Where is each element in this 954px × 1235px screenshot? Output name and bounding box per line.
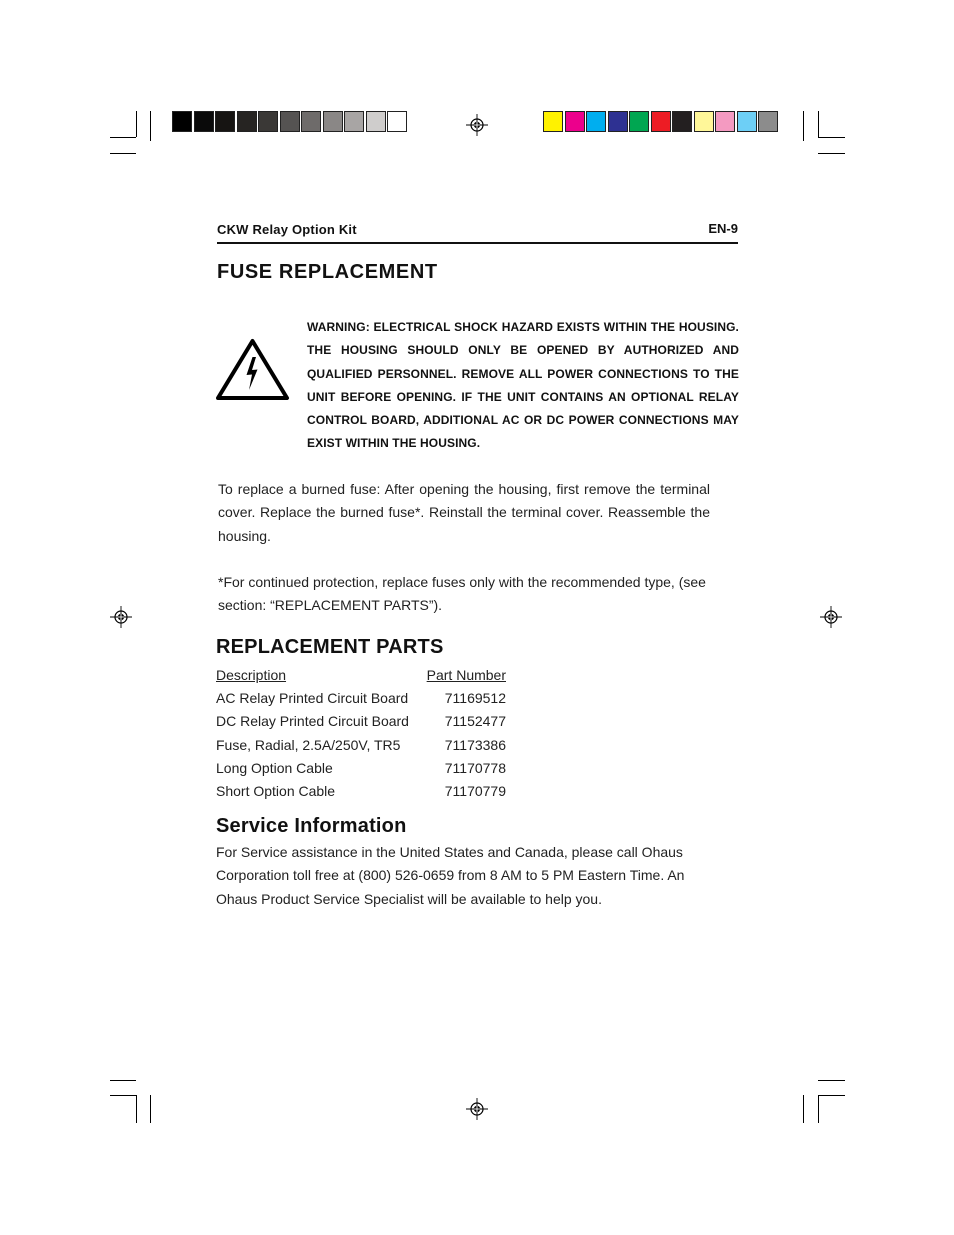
part-description: Short Option Cable [216, 783, 336, 800]
crop-mark [818, 1095, 845, 1096]
table-row [216, 733, 516, 756]
crop-mark [110, 1080, 136, 1081]
running-header-title: CKW Relay Option Kit [217, 222, 357, 237]
calibration-swatch [737, 111, 757, 132]
part-description: Fuse, Radial, 2.5A/250V, TR5 [216, 736, 401, 753]
electrical-hazard-icon [215, 338, 290, 401]
service-information-paragraph: For Service assistance in the United States and Canada, please call Ohaus Corporation toll free at (800) 526-0659 from 8 AM to 5 PM Eastern Time. An Ohaus Product Service Specialist will be available to help you. [216, 844, 685, 907]
calibration-swatch [565, 111, 585, 132]
crop-mark [110, 153, 136, 154]
calibration-swatch [215, 111, 235, 132]
replacement-parts-table [216, 663, 516, 803]
registration-mark-icon [820, 606, 842, 628]
part-description: AC Relay Printed Circuit Board [216, 689, 409, 706]
calibration-swatch [344, 111, 364, 132]
calibration-swatch [280, 111, 300, 132]
description-column-header: Description [216, 666, 287, 683]
part-number-column-header: Part Number [426, 666, 506, 683]
calibration-swatch [172, 111, 192, 132]
fuse-replacement-heading: FUSE REPLACEMENT [217, 261, 438, 283]
calibration-swatch [672, 111, 692, 132]
crop-mark [803, 1095, 804, 1123]
crop-mark [818, 111, 819, 137]
calibration-swatch [387, 111, 407, 132]
calibration-swatch [629, 111, 649, 132]
calibration-swatch [237, 111, 257, 132]
electrical-hazard-warning: WARNING: ELECTRICAL SHOCK HAZARD EXISTS WITHIN THE HOUSING. THE HOUSING SHOULD ONLY BE OPENED BY AUTHORIZED AND QUALIFIED PERSONNEL. REMOVE ALL POWER CONNECTIONS TO THE UNIT BEFORE OPENING. IF THE UNIT CONTAINS AN OPTIONAL RELAY CONTROL BOARD, ADDITIONAL AC OR DC POWER CONNECTIONS MAY EXIST WITHIN THE HOUSING. [307, 320, 739, 451]
crop-mark [818, 1095, 819, 1123]
calibration-swatch [194, 111, 214, 132]
part-number: 71173386 [444, 736, 506, 753]
table-row [216, 710, 516, 733]
fuse-note-paragraph: *For continued protection, replace fuses only with the recommended type, (see section: “REPLACEMENT PARTS”). [218, 574, 706, 614]
calibration-swatch [301, 111, 321, 132]
table-row [216, 686, 516, 709]
calibration-swatch [586, 111, 606, 132]
header-divider [217, 242, 738, 244]
crop-mark [818, 137, 845, 138]
page-number: EN-9 [708, 221, 738, 236]
crop-mark [110, 1095, 136, 1096]
service-information-heading: Service Information [216, 815, 407, 837]
registration-mark-icon [466, 114, 488, 136]
table-row [216, 779, 516, 802]
calibration-swatch [715, 111, 735, 132]
table-row [216, 756, 516, 779]
crop-mark [818, 1080, 845, 1081]
crop-mark [136, 111, 137, 137]
part-number: 71169512 [444, 689, 506, 706]
registration-mark-icon [110, 606, 132, 628]
crop-mark [110, 137, 136, 138]
crop-mark [803, 111, 804, 141]
calibration-swatch [694, 111, 714, 132]
calibration-swatch [651, 111, 671, 132]
crop-mark [818, 153, 845, 154]
crop-mark [136, 1095, 137, 1123]
calibration-swatch [543, 111, 563, 132]
part-number: 71152477 [444, 713, 506, 730]
calibration-swatch [323, 111, 343, 132]
table-header-row [216, 663, 516, 686]
calibration-swatch [258, 111, 278, 132]
part-description: Long Option Cable [216, 759, 333, 776]
calibration-swatch [366, 111, 386, 132]
calibration-swatch [608, 111, 628, 132]
part-description: DC Relay Printed Circuit Board [216, 713, 409, 730]
part-number: 71170779 [444, 783, 506, 800]
crop-mark [150, 1095, 151, 1123]
fuse-instructions-paragraph: To replace a burned fuse: After opening the housing, first remove the terminal cover. Replace the burned fuse*. Reinstall the terminal cover. Reassemble the housing. [218, 481, 710, 544]
registration-mark-icon [466, 1098, 488, 1120]
replacement-parts-heading: REPLACEMENT PARTS [216, 636, 444, 658]
crop-mark [150, 111, 151, 141]
calibration-swatch [758, 111, 778, 132]
part-number: 71170778 [444, 759, 506, 776]
